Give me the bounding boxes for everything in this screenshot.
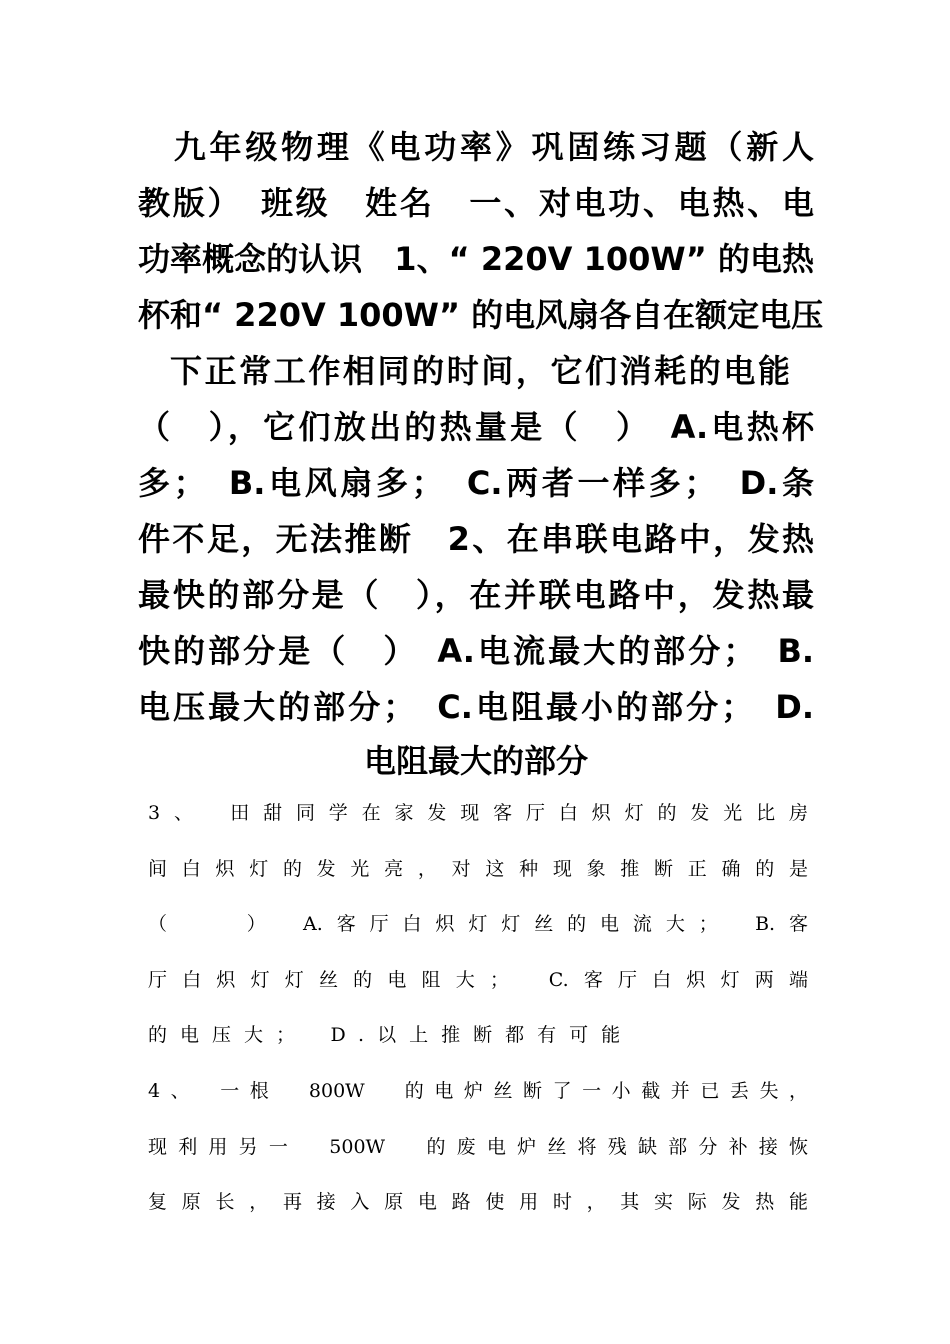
question-3-line-4: 厅白炽灯灯丝的电阻大； C.客厅白炽灯两端 [148,969,808,991]
text-line-11: 电压最大的部分； C.电阻最小的部分； D. [138,688,814,726]
text-line-3: 功率概念的认识 1、“ 220V 100W” 的电热 [138,240,814,278]
question-4-line-3: 复原长，再接入原电路使用时，其实际发热能 [148,1191,808,1213]
text-line-8: 件不足，无法推断 2、在串联电路中，发热 [138,520,814,558]
text-line-10: 快的部分是（ ） A.电流最大的部分； B. [138,632,814,670]
question-3-line-3: （ ） A.客厅白炽灯灯丝的电流大； B.客 [148,913,808,935]
text-line-12: 电阻最大的部分 [363,742,588,780]
text-line-7: 多； B.电风扇多； C.两者一样多； D.条 [138,464,814,502]
question-3-line-1: 3、 田甜同学在家发现客厅白炽灯的发光比房 [148,802,808,824]
question-3-line-5: 的电压大； D.以上推断都有可能 [148,1024,634,1046]
question-4-line-1: 4、 一根 800W 的电炉丝断了一小截并已丢失， [148,1080,808,1102]
text-line-5: 下正常工作相同的时间，它们消耗的电能 [170,352,790,390]
text-line-9: 最快的部分是（ ），在并联电路中，发热最 [138,576,814,614]
text-line-1: 九年级物理《电功率》巩固练习题（新人 [138,128,814,166]
question-4-line-2: 现利用另一 500W 的废电炉丝将残缺部分补接恢 [148,1136,808,1158]
question-3-line-2: 间白炽灯的发光亮，对这种现象推断正确的是 [148,858,808,880]
text-line-6: （ ），它们放出的热量是（ ） A.电热杯 [138,408,814,446]
text-line-4: 杯和“ 220V 100W” 的电风扇各自在额定电压 [138,296,824,334]
text-line-2: 教版） 班级 姓名 一、对电功、电热、电 [138,184,814,222]
